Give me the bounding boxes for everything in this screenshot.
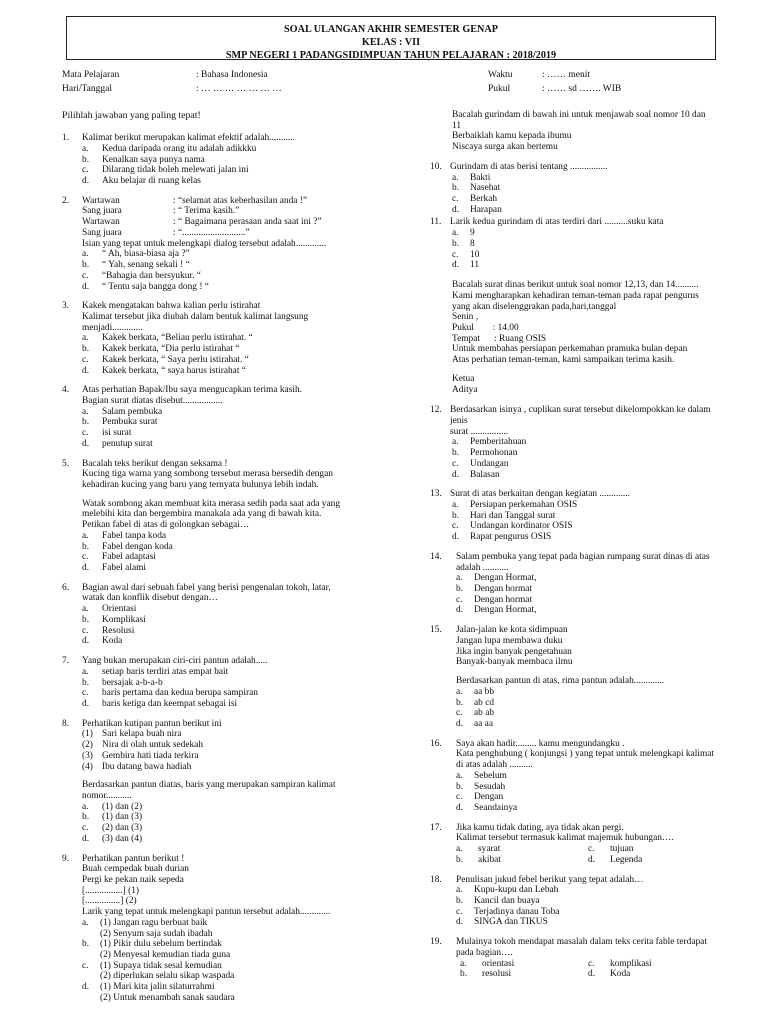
time-label: Waktu [488,70,513,80]
option[interactable]: c. 10 [452,249,480,260]
option[interactable]: b. ab cd [456,697,495,708]
option[interactable]: b. Kenalkan saya punya nama [82,154,205,165]
option[interactable]: a. “ Ah, biasa-biasa aja ?” [82,249,190,260]
option[interactable]: c. Terjadinya danau Toba [456,906,560,917]
question-9: 9. Perhatikan pantun berikut ! Buah cempedak buah durian Pergi ke pekan naik sepeda [................] (1) [...............] (2) Larik yang tepat untuk melengkapi pantun tersebut adalah............. a. (1) Jangan ragu berbuat baik (2) Senyum saja sudah ibadah b. (1) Pikir dulu sebelum bertindak (2) Menyesal kemudian tiada guna c. (1) Supaya tidak sesal kemudian (2) diperlukan selalu sikap waspada d. (1) Mari kita jalin silaturrahmi (2) Untuk menambah sanak saudara [62,854,380,1004]
option[interactable]: d. Dengan Hormat, [456,605,537,616]
option[interactable]: d. Rapat pengurus OSIS [452,532,552,543]
subject-value: : Bahasa Indonesia [196,70,268,80]
option[interactable]: b. bersajak a-b-a-b [82,677,163,688]
meta-right [488,70,621,98]
question-11: 11. Larik kedua gurindam di atas terdiri dari ..........suku kata a. 9 b. 8 c. 10 d. 11 [430,217,730,271]
option[interactable]: a. Bakti [452,172,491,183]
option[interactable]: d. Seandainya [456,802,518,813]
day-label: Hari/Tanggal [62,84,112,94]
q-number: 1. [62,133,70,144]
option[interactable]: d. Legenda [588,854,643,865]
option[interactable]: c. (1) Supaya tidak sesal kemudian [82,960,222,971]
option[interactable]: b. Kancil dan buaya [456,896,540,906]
question-17: 17. Jika kamu tidak dating, aya tidak akan pergi. Kalimat tersebut termasuk kalimat majemuk hubungan…. a. syarat c. tujuan b. akibat d. Legenda [430,822,674,865]
option[interactable]: c. isi surat [82,428,132,439]
question-5: 5. Bacalah teks berikut dengan seksama ! Kucing tiga warna yang sombong tersebut merasa bersedih dengan kehadiran kucing yang baru yang ternyata bulunya lebih indah. Watak sombong akan membuat kita merasa sedih pada saat ada yang melebihi kita dan bergembira manakala ada yang di bawah kita. Petikan fabel di atas di golongkan sebagai… a. Fabel tanpa koda b. Fabel dengan koda c. Fabel adaptasi d. Fabel alami [62,459,380,574]
option[interactable]: a. Dengan Hormat, [456,573,537,584]
question-3: 3. Kakek mengatakan bahwa kalian perlu istirahat Kalimat tersebut jika diubah dalam bentuk kalimat langsung menjadi............. a. Kakek berkata, “Beliau perlu istirahat. “ b. Kakek berkata, “Dia perlu istirahat “ c. Kakek berkata, “ Saya perlu istirahat. “ d. Kakek berkata, “ saya harus istirahat “ [62,301,380,376]
option[interactable]: b. Nasehat [452,183,501,194]
question-19: 19. Mulainya tokoh mendapat masalah dalam teks cerita fable terdapat pada bagian…. a. orientasi c. komplikasi b. resolusi d. Koda [430,937,707,980]
exam-header-box [66,16,716,60]
option[interactable]: c. komplikasi [588,958,652,969]
option[interactable]: d. Koda [82,636,123,647]
option[interactable]: d. Balasan [452,469,500,480]
school-year: SMP NEGERI 1 PADANGSIDIMPUAN TAHUN PELAJARAN : 2018/2019 [225,50,557,61]
left-column [62,110,380,1013]
option[interactable]: a. Pemberitahuan [452,437,527,448]
option[interactable]: a. Kupu-kupu dan Lebah [456,885,559,896]
option[interactable]: d. baris ketiga dan keempat sebagai isi [82,698,238,709]
option[interactable]: a. (1) Jangan ragu berbuat baik [82,917,208,928]
option[interactable]: a. Sebelum [456,770,507,781]
option[interactable]: c. tujuan [588,844,634,855]
subject-label: Mata Pelajaran [62,70,120,80]
option[interactable]: c. Fabel adaptasi [82,552,156,563]
option[interactable]: c. Resolusi [82,625,135,636]
option[interactable]: c. Berkah [452,194,498,205]
option[interactable]: c. Dilarang tidak boleh melewati jalan ini [82,165,249,176]
option[interactable]: a. (1) dan (2) [82,801,143,812]
exam-title: SOAL ULANGAN AKHIR SEMESTER GENAP [284,24,498,35]
letter-passage: Bacalah surat dinas berikut untuk soal nomor 12,13, dan 14.......... Kami mengharapkan kehadiran teman-teman pada rapat pengurus yang akan diselenggrakan pada,hari,tanggal Senin , Pukul : 14.00 Tempat : Ruang OSIS Untuk membahas persiapan perkemahan pramuka bulan depan Atas perhatian teman-teman, kami sampaikan terima kasih. Ketua Aditya [452,280,699,395]
option[interactable]: b. Hari dan Tanggal surat [452,510,556,521]
option[interactable]: a. Orientasi [82,604,137,615]
option[interactable]: a. Kakek berkata, “Beliau perlu istirahat. “ [82,333,253,344]
option[interactable]: a. setiap baris terdiri atas empat bait [82,666,229,677]
option[interactable]: d. Fabel alami [82,563,146,574]
option[interactable]: c. Undangan [452,458,509,469]
option[interactable]: d. (3) dan (4) [82,833,143,844]
question-10: 10. Gurindam di atas berisi tentang ................ a. Bakti b. Nasehat c. Berkah d. Harapan [430,162,730,216]
option[interactable]: b. (1) dan (3) [82,812,143,823]
right-column [430,110,730,989]
option[interactable]: d. “ Tentu saja bangga dong ! “ [82,281,209,292]
class-label: KELAS : VII [361,37,421,48]
question-12: 12. Berdasarkan isinya , cuplikan surat tersebut dikelompokkan ke dalam jenis surat ................ a. Pemberitahuan b. Permohonan c. Undangan d. Balasan [430,405,730,480]
option[interactable]: b. “ Yah, senang sekali ! “ [82,260,190,271]
option[interactable]: d. SINGA dan TIKUS [456,917,548,928]
option[interactable]: c. Kakek berkata, “ Saya perlu istirahat. “ [82,354,249,365]
option[interactable]: b. Pembuka surat [82,417,158,428]
gurindam-intro: Bacalah gurindam di bawah ini untuk menjawab soal nomor 10 dan 11 Berbaiklah kamu kepada ibumu Niscaya surga akan bertemu [452,110,706,153]
q-text: Isian yang tepat untuk melengkapi dialog tersebut adalah............. [82,238,327,249]
option[interactable]: d. (1) Mari kita jalin silaturrahmi [82,982,215,993]
question-16: 16. Saya akan hadir......... kamu mengundangku . Kata penghubung ( konjungsi ) yang tepat untuk melengkapi kalimat di atas adalah .......... a. Sebelum b. Sesudah c. Dengan d. Seandainya [430,739,730,814]
option[interactable]: c. baris pertama dan kedua berupa sampiran [82,688,258,699]
question-6: 6. Bagian awal dari sebuah fabel yang berisi pengenalan tokoh, latar, watak dan konflik disebut dengan… a. Orientasi b. Komplikasi c. Resolusi d. Koda [62,583,380,647]
option[interactable]: a. Kedua daripada orang itu adalah adikkku [82,143,257,154]
question-14: 14. Salam pembuka yang tepat pada bagian rumpang surat dinas di atas adalah ........... a. Dengan Hormat, b. Dengan hormat c. Dengan hormat d. Dengan Hormat, [430,552,730,616]
option[interactable]: a. 9 [452,228,475,239]
question-7: 7. Yang bukan merupakan ciri-ciri pantun adalah..... a. setiap baris terdiri atas empat bait b. bersajak a-b-a-b c. baris pertama dan kedua berupa sampiran d. baris ketiga dan keempat sebagai isi [62,656,380,710]
option[interactable]: b. 8 [452,238,475,249]
question-15: 15. Jalan-jalan ke kota sidimpuan Jangan lupa membawa duku Jika ingin banyak pengetahuan Banyak-banyak membaca ilmu Berdasarkan pantun di atas, rima pantun adalah............. a. aa bb b. ab cd c. ab ab d. aa aa [430,625,730,729]
option[interactable]: b. (1) Pikir dulu sebelum bertindak [82,939,222,950]
option[interactable]: d. aa aa [456,718,493,729]
option[interactable]: b. Dengan hormat [456,584,533,595]
option[interactable]: c. Undangan kordinator OSIS [452,521,573,532]
option[interactable]: d. Kakek berkata, “ saya harus istirahat “ [82,365,246,376]
question-1 [62,133,380,187]
option[interactable]: b. resolusi [460,969,512,980]
question-2: 2. Wartawan : “selamat atas keberhasilan anda !” Sang juara : “ Terima kasih.” Wartawan : “ Bagaimana perasaan anda saat ini ?” Sang juara : “...........................” Isian yang tepat untuk melengkapi dialog tersebut adalah............. a. “ Ah, biasa-biasa aja ?” b. “ Yah, senang sekali ! “ c. “Bahagia dan bersyukur. “ d. “ Tentu saja bangga dong ! “ [62,196,380,292]
option[interactable]: d. penutup surat [82,438,153,449]
option[interactable]: a. aa bb [456,686,495,697]
option[interactable]: a. orientasi [460,958,515,969]
option[interactable]: c. “Bahagia dan bersyukur. “ [82,270,201,281]
instruction: Pilihlah jawaban yang paling tepat! [62,110,201,121]
option[interactable]: d. Harapan [452,204,502,215]
option[interactable]: c. Dengan hormat [456,594,533,605]
meta-left [62,70,282,98]
time-value: : …… menit [542,70,591,80]
option[interactable]: d. 11 [452,260,480,271]
option[interactable]: b. Komplikasi [82,614,146,625]
day-value: : … … … … … … … [196,84,282,94]
clock-value: : …… sd ……. WIB [542,84,622,94]
option[interactable]: b. akibat [456,854,501,865]
q-text: Kalimat berikut merupakan kalimat efektif adalah........... [82,133,295,144]
option[interactable]: c. Dengan [456,792,504,803]
option[interactable]: b. Sesudah [456,781,506,792]
question-8: 8. Perhatikan kutipan pantun berikut ini (1) Sari kelapa buah nira (2) Nira di olah untuk sedekah (3) Gembira hati tiada terkira (4) Ibu datang bawa hadiah Berdasarkan pantun diatas, baris yang merupakan sampiran kalimat nomor........... a. (1) dan (2) b. (1) dan (3) c. (2) dan (3) d. (3) dan (4) [62,719,380,845]
question-13: 13. Surat di atas berkaitan dengan kegiatan ............. a. Persiapan perkemahan OSIS b. Hari dan Tanggal surat c. Undangan kordinator OSIS d. Rapat pengurus OSIS [430,489,730,543]
option[interactable]: c. ab ab [456,708,495,719]
option[interactable]: b. Permohonan [452,448,518,459]
option[interactable]: a. Fabel tanpa koda [82,530,167,541]
option[interactable]: a. Salam pembuka [82,406,163,417]
clock-label: Pukul [488,84,511,94]
question-18: 18. Penulisan jukud febel berikut yang tepat adalah… a. Kupu-kupu dan Lebah b. Kancil dan buaya c. Terjadinya danau Toba d. SINGA dan TIKUS [430,875,730,929]
option[interactable]: c. (2) dan (3) [82,823,143,834]
question-4: 4. Atas perhatian Bapak/Ibu saya mengucapkan terima kasih. Bagian surat diatas disebut................. a. Salam pembuka b. Pembuka surat c. isi surat d. penutup surat [62,385,380,449]
option[interactable]: a. Persiapan perkemahan OSIS [452,500,578,510]
option[interactable]: b. Fabel dengan koda [82,541,173,552]
option[interactable]: b. Kakek berkata, “Dia perlu istirahat “ [82,344,240,355]
option[interactable]: d. Koda [588,969,631,980]
option[interactable]: d. Aku belajar di ruang kelas [82,176,201,187]
option[interactable]: a. syarat [456,844,501,855]
